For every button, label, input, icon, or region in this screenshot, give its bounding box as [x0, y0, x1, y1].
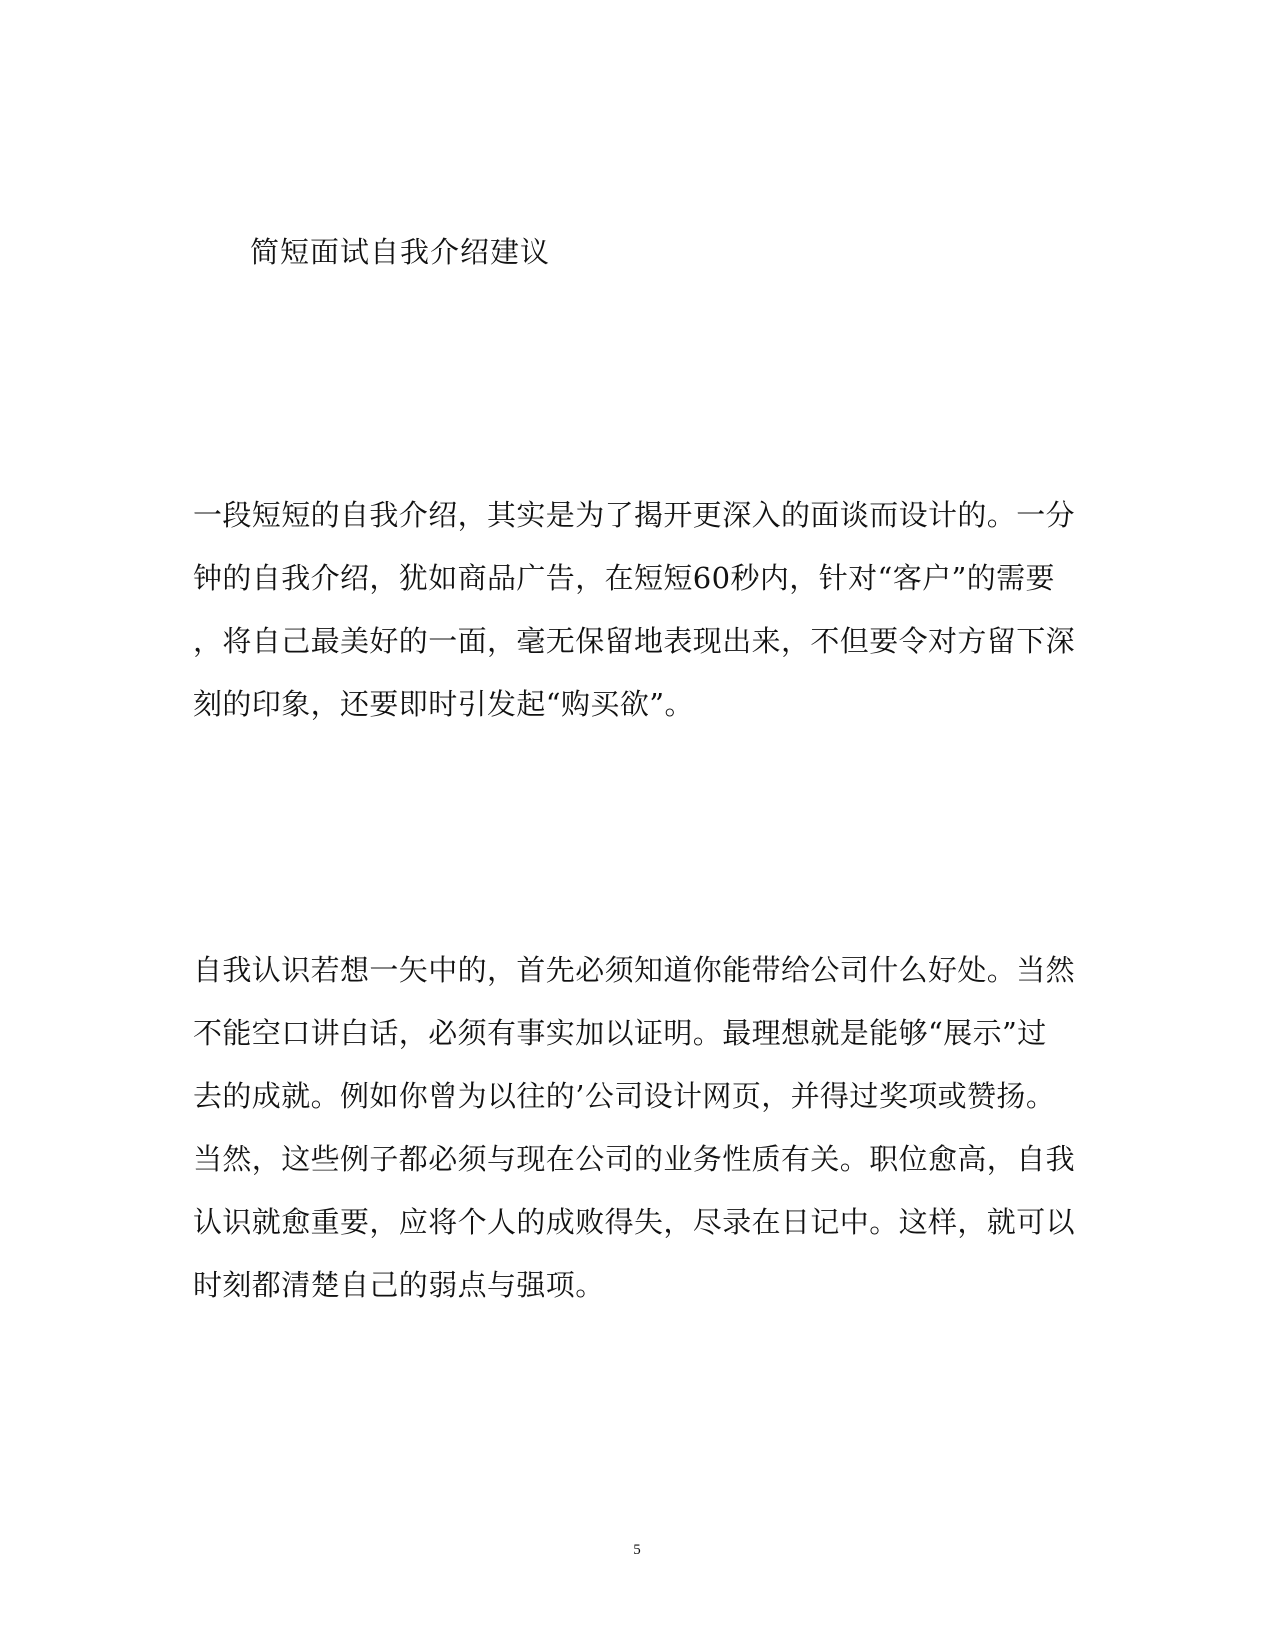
page-number: 5 — [633, 1542, 641, 1558]
paragraph-line: 刻的印象，还要即时引发起“购买欲”。 — [193, 687, 694, 721]
paragraph-line: 认识就愈重要，应将个人的成败得失，尽录在日记中。这样，就可以 — [193, 1205, 1076, 1239]
document-title: 简短面试自我介绍建议 — [250, 235, 551, 269]
paragraph-line: 自我认识若想一矢中的，首先必须知道你能带给公司什么好处。当然 — [193, 953, 1076, 987]
paragraph-line: 时刻都清楚自己的弱点与强项。 — [193, 1268, 605, 1302]
paragraph-line: 去的成就。例如你曾为以往的’公司设计网页，并得过奖项或赞扬。 — [193, 1079, 1056, 1113]
paragraph-2 — [193, 939, 1076, 1317]
paragraph-line: ，将自己最美好的一面，毫无保留地表现出来，不但要令对方留下深 — [193, 624, 1076, 658]
paragraph-line: 一段短短的自我介绍，其实是为了揭开更深入的面谈而设计的。一分 — [193, 498, 1076, 532]
paragraph-line: 钟的自我介绍，犹如商品广告，在短短60秒内，针对“客户”的需要 — [193, 561, 1055, 595]
paragraph-line: 当然，这些例子都必须与现在公司的业务性质有关。职位愈高，自我 — [193, 1142, 1076, 1176]
paragraph-1 — [193, 484, 1076, 736]
paragraph-line: 不能空口讲白话，必须有事实加以证明。最理想就是能够“展示”过 — [193, 1016, 1047, 1050]
